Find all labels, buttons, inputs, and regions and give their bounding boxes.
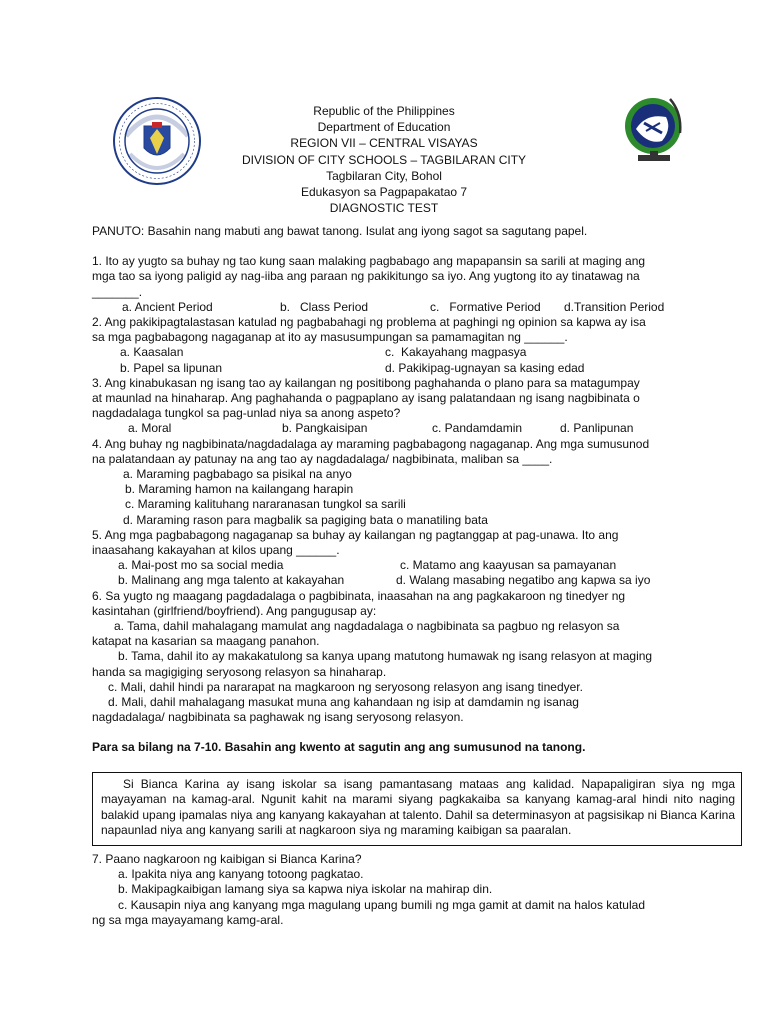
question-4-text-line-1: 4. Ang buhay ng nagbibinata/nagdadalaga ay maraming pagbabagong nagaganap. Ang mga sumusunod: [92, 436, 650, 451]
question-3-option-a: a. Moral: [128, 421, 172, 436]
question-3-text-line-2: at maunlad na hinaharap. Ang paghahanda o pagpaplano ay isang palatandaan ng isang nagbibinata o: [92, 391, 640, 406]
question-2-option-a: a. Kaasalan: [120, 345, 184, 360]
question-3-text-line-3: nagdadalaga tungkol sa pag-unlad niya sa anong aspeto?: [92, 406, 401, 421]
question-4-option-a: a. Maraming pagbabago sa pisikal na anyo: [123, 467, 352, 482]
question-3-text-line-1: 3. Ang kinabukasan ng isang tao ay kailangan ng positibong paghahanda o plano para sa matagumpay: [92, 375, 640, 390]
question-6-option-a-line-1: a. Tama, dahil mahalagang mamulat ang nagdadalaga o nagbibinata sa pagbuo ng relasyon sa: [114, 619, 620, 634]
question-7-option-c-line-2: ng sa mga mayayamang kamg-aral.: [92, 912, 284, 927]
document-header: [0, 103, 768, 216]
question-3-option-c: c. Pandamdamin: [432, 421, 523, 436]
question-1-text-line-3: _______.: [92, 284, 143, 299]
question-6-text-line-1: 6. Sa yugto ng maagang pagdadalaga o pagbibinata, inaasahan na ang pagkakaroon ng tinedyer ng: [92, 588, 626, 603]
questions-section: [92, 224, 692, 755]
question-2-option-c: c. Kakayahang magpasya: [385, 345, 527, 360]
question-1-text-line-2: mga tao sa iyong paligid ay nag-iiba ang paraan ng pakikitungo sa iyo. Ang yugtong ito ay tinatawag na: [92, 269, 640, 284]
question-5-option-c: c. Matamo ang kaayusan sa pamayanan: [400, 558, 617, 573]
header-line-city: Tagbilaran City, Bohol: [326, 168, 442, 183]
question-6-option-d-line-2: nagdadalaga/ nagbibinata sa paghawak ng isang seryosong relasyon.: [92, 710, 464, 725]
question-7-option-a: a. Ipakita niya ang kanyang totoong pagkatao.: [118, 867, 364, 882]
question-7-text: 7. Paano nagkaroon ng kaibigan si Bianca Karina?: [92, 852, 362, 866]
question-6-option-c: c. Mali, dahil hindi pa nararapat na magkaroon ng seryosong relasyon ang isang tinedyer.: [108, 679, 583, 694]
story-box: [92, 772, 742, 846]
section-heading: Para sa bilang na 7-10. Basahin ang kwento at sagutin ang ang sumusunod na tanong.: [92, 739, 586, 754]
question-1-option-c: c. Formative Period: [430, 299, 541, 314]
question-5-option-d: d. Walang masabing negatibo ang kapwa sa iyo: [396, 573, 651, 588]
question-6-option-b-line-2: handa sa magigiging seryosong relasyon sa hinaharap.: [92, 664, 387, 679]
header-line-department: Department of Education: [317, 120, 451, 135]
question-1-option-b: b. Class Period: [280, 299, 369, 314]
question-1-text-line-1: 1. Ito ay yugto sa buhay ng tao kung saan malaking pagbabago ang mapapansin sa sarili at maging ang: [92, 254, 646, 269]
question-5-text-line-2: inaasahang kakayahan at kilos upang ______.: [92, 543, 340, 558]
question-5-text-line-1: 5. Ang mga pagbabagong nagaganap sa buhay ay kailangan ng pagtanggap at pag-unawa. Ito ang: [92, 527, 619, 542]
question-4-option-c: c. Maraming kalituhang nararanasan tungkol sa sarili: [125, 497, 406, 512]
question-5-option-a: a. Mai-post mo sa social media: [118, 558, 284, 573]
question-4-option-d: d. Maraming rason para magbalik sa pagiging bata o manatiling bata: [123, 512, 488, 527]
question-2-text-line-2: sa mga pagbabagong nagaganap at ito ay masusumpungan sa pamamagitan ng ______.: [92, 330, 568, 345]
question-2-option-d: d. Pakikipag-ugnayan sa kasing edad: [385, 360, 585, 375]
question-2-text-line-1: 2. Ang pakikipagtalastasan katulad ng pagbabahagi ng problema at paghingi ng opinion sa kapwa ay isa: [92, 315, 646, 330]
question-6-option-b-line-1: b. Tama, dahil ito ay makakatulong sa kanya upang matutong humawak ng isang relasyon at maging: [118, 649, 653, 664]
question-6-text-line-2: kasintahan (girlfriend/boyfriend). Ang pangugusap ay:: [92, 603, 377, 618]
question-6-option-d-line-1: d. Mali, dahil mahalagang masukat muna ang kahandaan ng isip at damdamin ng isanag: [108, 695, 579, 710]
question-7-option-c-line-1: c. Kausapin niya ang kanyang mga magulang upang bumili ng mga gamit at damit na halos katulad: [118, 897, 645, 912]
question-5-option-b: b. Malinang ang mga talento at kakayahan: [118, 573, 345, 588]
header-line-subject: Edukasyon sa Pagpapakatao 7: [300, 185, 468, 200]
question-7-section: [92, 852, 712, 928]
question-3-option-b: b. Pangkaisipan: [282, 421, 368, 436]
instructions: PANUTO: Basahin nang mabuti ang bawat tanong. Isulat ang iyong sagot sa sagutang papel.: [92, 224, 588, 238]
question-4-text-line-2: na palatandaan ay patunay na ang tao ay nagdadalaga/ nagbibinata, maliban sa ____.: [92, 451, 553, 466]
story-text: Si Bianca Karina ay isang iskolar sa isang pamantasang mataas ang kalidad. Napapaligiran siya ng mga mayayaman na kamag-aral. Ngunit kahit na marami siyang pagkakaiba sa kanyang kamag-aral hindi nito naging balakid upang ipamalas niya ang kanyang kakayahan at talento. Dahil sa determinasyon at pagsisikap ni Bianca Karina napaunlad niya ang kanyang sarili at nagkaroon siya ng maraming kaibigan sa paaralan.: [101, 777, 735, 838]
question-2-option-b: b. Papel sa lipunan: [120, 360, 223, 375]
header-line-test-title: DIAGNOSTIC TEST: [329, 201, 439, 216]
question-7-option-b: b. Makipagkaibigan lamang siya sa kapwa niya iskolar na mahirap din.: [118, 882, 493, 897]
question-3-option-d: d. Panlipunan: [560, 421, 634, 436]
header-line-region: REGION VII – CENTRAL VISAYAS: [290, 136, 478, 151]
question-1-option-d: d.Transition Period: [564, 299, 665, 314]
question-6-option-a-line-2: katapat na kasarian sa maagang panahon.: [92, 634, 320, 649]
header-line-division: DIVISION OF CITY SCHOOLS – TAGBILARAN CITY: [241, 152, 527, 167]
question-1-option-a: a. Ancient Period: [122, 299, 213, 314]
question-4-option-b: b. Maraming hamon na kailangang harapin: [125, 482, 354, 497]
header-line-republic: Republic of the Philippines: [313, 104, 455, 118]
